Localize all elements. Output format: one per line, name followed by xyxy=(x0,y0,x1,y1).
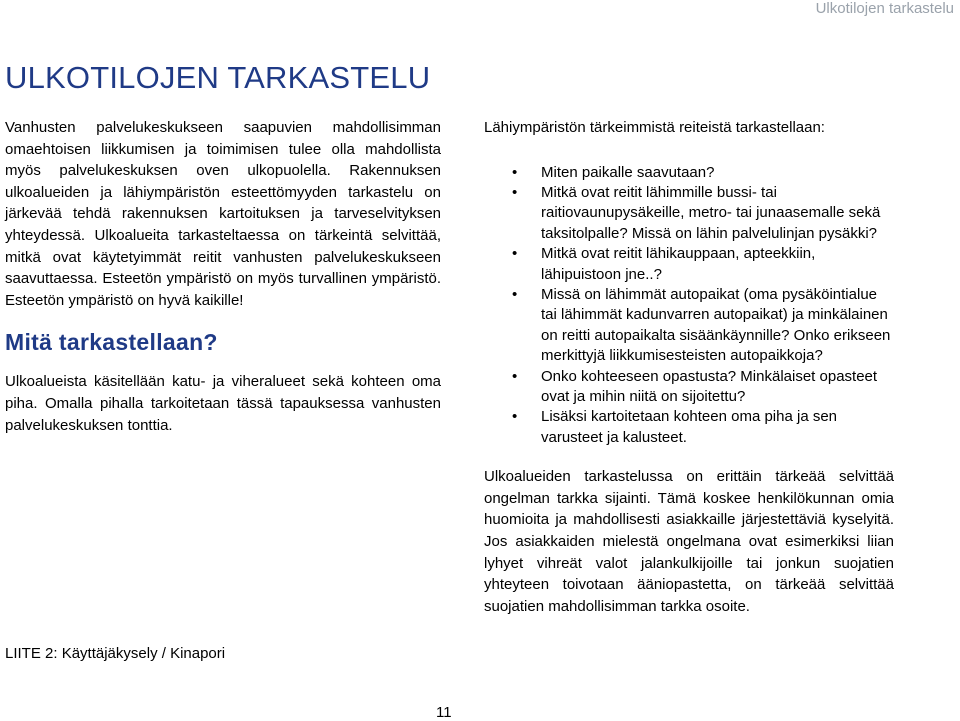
list-item-text: Mitkä ovat reitit lähikauppaan, apteekkiin, lähipuistoon jne..? xyxy=(541,245,816,283)
page-number: 11 xyxy=(436,704,452,721)
list-item-text: Miten paikalle saavutaan? xyxy=(541,163,715,181)
running-header: Ulkotilojen tarkastelu xyxy=(815,0,954,17)
closing-paragraph: Ulkoalueiden tarkastelussa on erittäin tärkeää selvittää ongelman tarkka sijainti. Tämä koskee henkilökunnan omia huomioita ja mahdollisesti asiakkaille järjestettäviä kyselyitä. Jos asiakkaiden mielestä ongelmana ovat esimerkiksi liian lyhyet vihreät valot jalankulkijoille tai jonkun suojatien yhteyteen toivotaan ääniopastetta, on tärkeää selvittää suojatien mahdollisimman tarkka osoite. xyxy=(484,468,894,615)
routes-intro: Lähiympäristön tärkeimmistä reiteistä tarkastellaan: xyxy=(484,119,825,136)
bullet-icon: • xyxy=(512,367,518,385)
bullet-icon: • xyxy=(512,408,518,426)
right-column xyxy=(484,117,894,617)
intro-paragraph: Vanhusten palvelukeskukseen saapuvien mahdollisimman omaehtoisen liikkumisen ja toimimisen tulee olla mahdollista myös palvelukeskuksen oven ulkopuolella. Rakennuksen ulkoalueiden ja lähiympäristön esteettömyyden tarkastelu on järkevää tehdä rakennuksen kartoituksen ja tarveselvityksen yhteydessä. Ulkoalueita tarkasteltaessa on tärkeintä selvittää, mitkä ovat käytetyimmät reitit vanhusten palvelukeskukseen saavuttaessa. Esteetön ympäristö on myös turvallinen ympäristö. Esteetön ympäristö on hyvä kaikille! xyxy=(5,119,441,309)
bullet-icon: • xyxy=(512,184,518,201)
appendix-reference: LIITE 2: Käyttäjäkysely / Kinapori xyxy=(5,645,226,662)
routes-list xyxy=(484,163,894,449)
list-item-text: Lisäksi kartoitetaan kohteen oma piha ja sen varusteet ja kalusteet. xyxy=(541,408,838,446)
section-heading: Mitä tarkastellaan? xyxy=(5,329,218,356)
bullet-icon: • xyxy=(512,163,518,181)
list-item xyxy=(484,407,894,448)
bullet-icon: • xyxy=(512,245,518,263)
list-item xyxy=(484,183,894,244)
list-item xyxy=(484,367,894,408)
list-item xyxy=(484,163,894,183)
bullet-icon: • xyxy=(512,286,518,304)
left-column xyxy=(5,117,441,436)
list-item xyxy=(484,285,894,367)
list-item-text: Onko kohteeseen opastusta? Minkälaiset opasteet ovat ja mihin niitä on sijoitettu? xyxy=(541,367,878,406)
list-item xyxy=(484,244,894,285)
scope-paragraph: Ulkoalueista käsitellään katu- ja viheralueet sekä kohteen oma piha. Omalla pihalla tarkoitetaan tässä tapauksessa vanhusten palvelukeskuksen tonttia. xyxy=(5,373,441,434)
page-title: ULKOTILOJEN TARKASTELU xyxy=(5,60,431,95)
list-item-text: Mitkä ovat reitit lähimmille bussi- tai raitiovaunupysäkeille, metro- tai junaasemalle sekä taksitolpalle? Missä on lähin palvelulinjan pysäkki? xyxy=(541,184,881,242)
list-item-text: Missä on lähimmät autopaikat (oma pysäköintialue tai lähimmät kadunvarren autopaikat) ja minkälainen on reitti autopaikalta sisäänkäynnille? Onko erikseen merkittyjä liikkumisesteisten autopaikkoja? xyxy=(541,286,891,365)
